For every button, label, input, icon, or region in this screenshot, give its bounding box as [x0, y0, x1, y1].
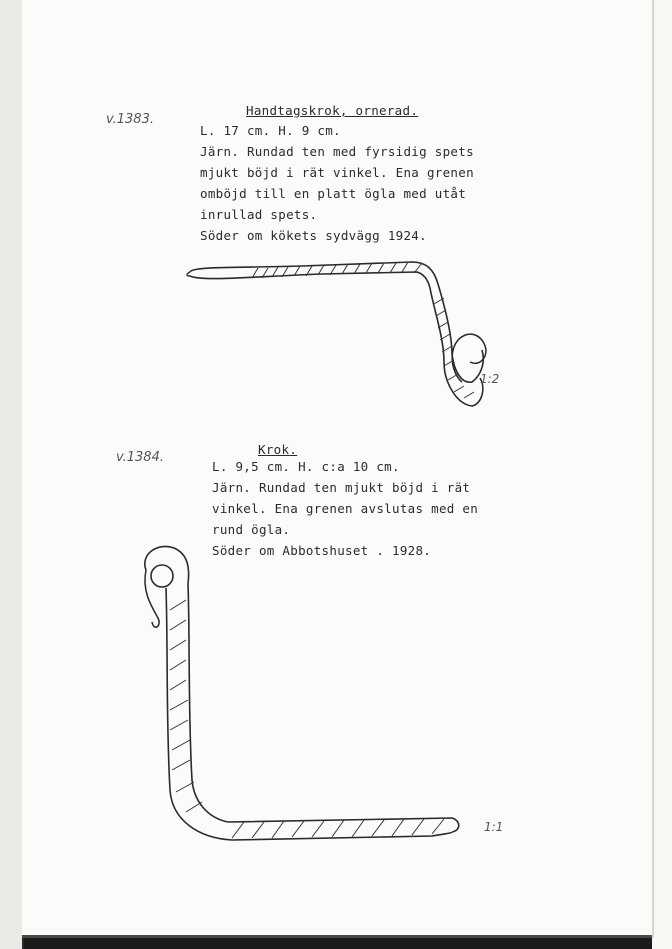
description-line: L. 9,5 cm. H. c:a 10 cm. [212, 459, 400, 474]
catalog-number-1384: v.1384. [116, 450, 164, 465]
catalog-number-1383: v.1383. [106, 112, 154, 127]
catalog-page [22, 0, 654, 938]
book-page-edge [652, 0, 672, 949]
entry-title-krok: Krok. [258, 442, 298, 457]
description-line: Järn. Rundad ten med fyrsidig spets [200, 144, 474, 159]
description-line: rund ögla. [212, 522, 291, 537]
description-line: Järn. Rundad ten mjukt böjd i rät [212, 480, 471, 495]
description-line: omböjd till en platt ögla med utåt [200, 186, 467, 201]
scale-note-1383: 1:2 [480, 372, 500, 386]
entry-title-handtagskrok: Handtagskrok, ornerad. [246, 103, 419, 118]
description-line: inrullad spets. [200, 207, 318, 222]
hook-drawing-1383 [182, 254, 472, 414]
description-line: mjukt böjd i rät vinkel. Ena grenen [200, 165, 474, 180]
description-line: vinkel. Ena grenen avslutas med en [212, 501, 479, 516]
entry-description-1383 [200, 120, 474, 246]
book-spine-edge [0, 0, 24, 949]
description-line: Söder om kökets sydvägg 1924. [200, 228, 427, 243]
description-line: Söder om Abbotshuset . 1928. [212, 543, 432, 558]
description-line: L. 17 cm. H. 9 cm. [200, 123, 341, 138]
scale-note-1384: 1:1 [484, 820, 504, 834]
hook-drawing-1384 [132, 540, 472, 860]
